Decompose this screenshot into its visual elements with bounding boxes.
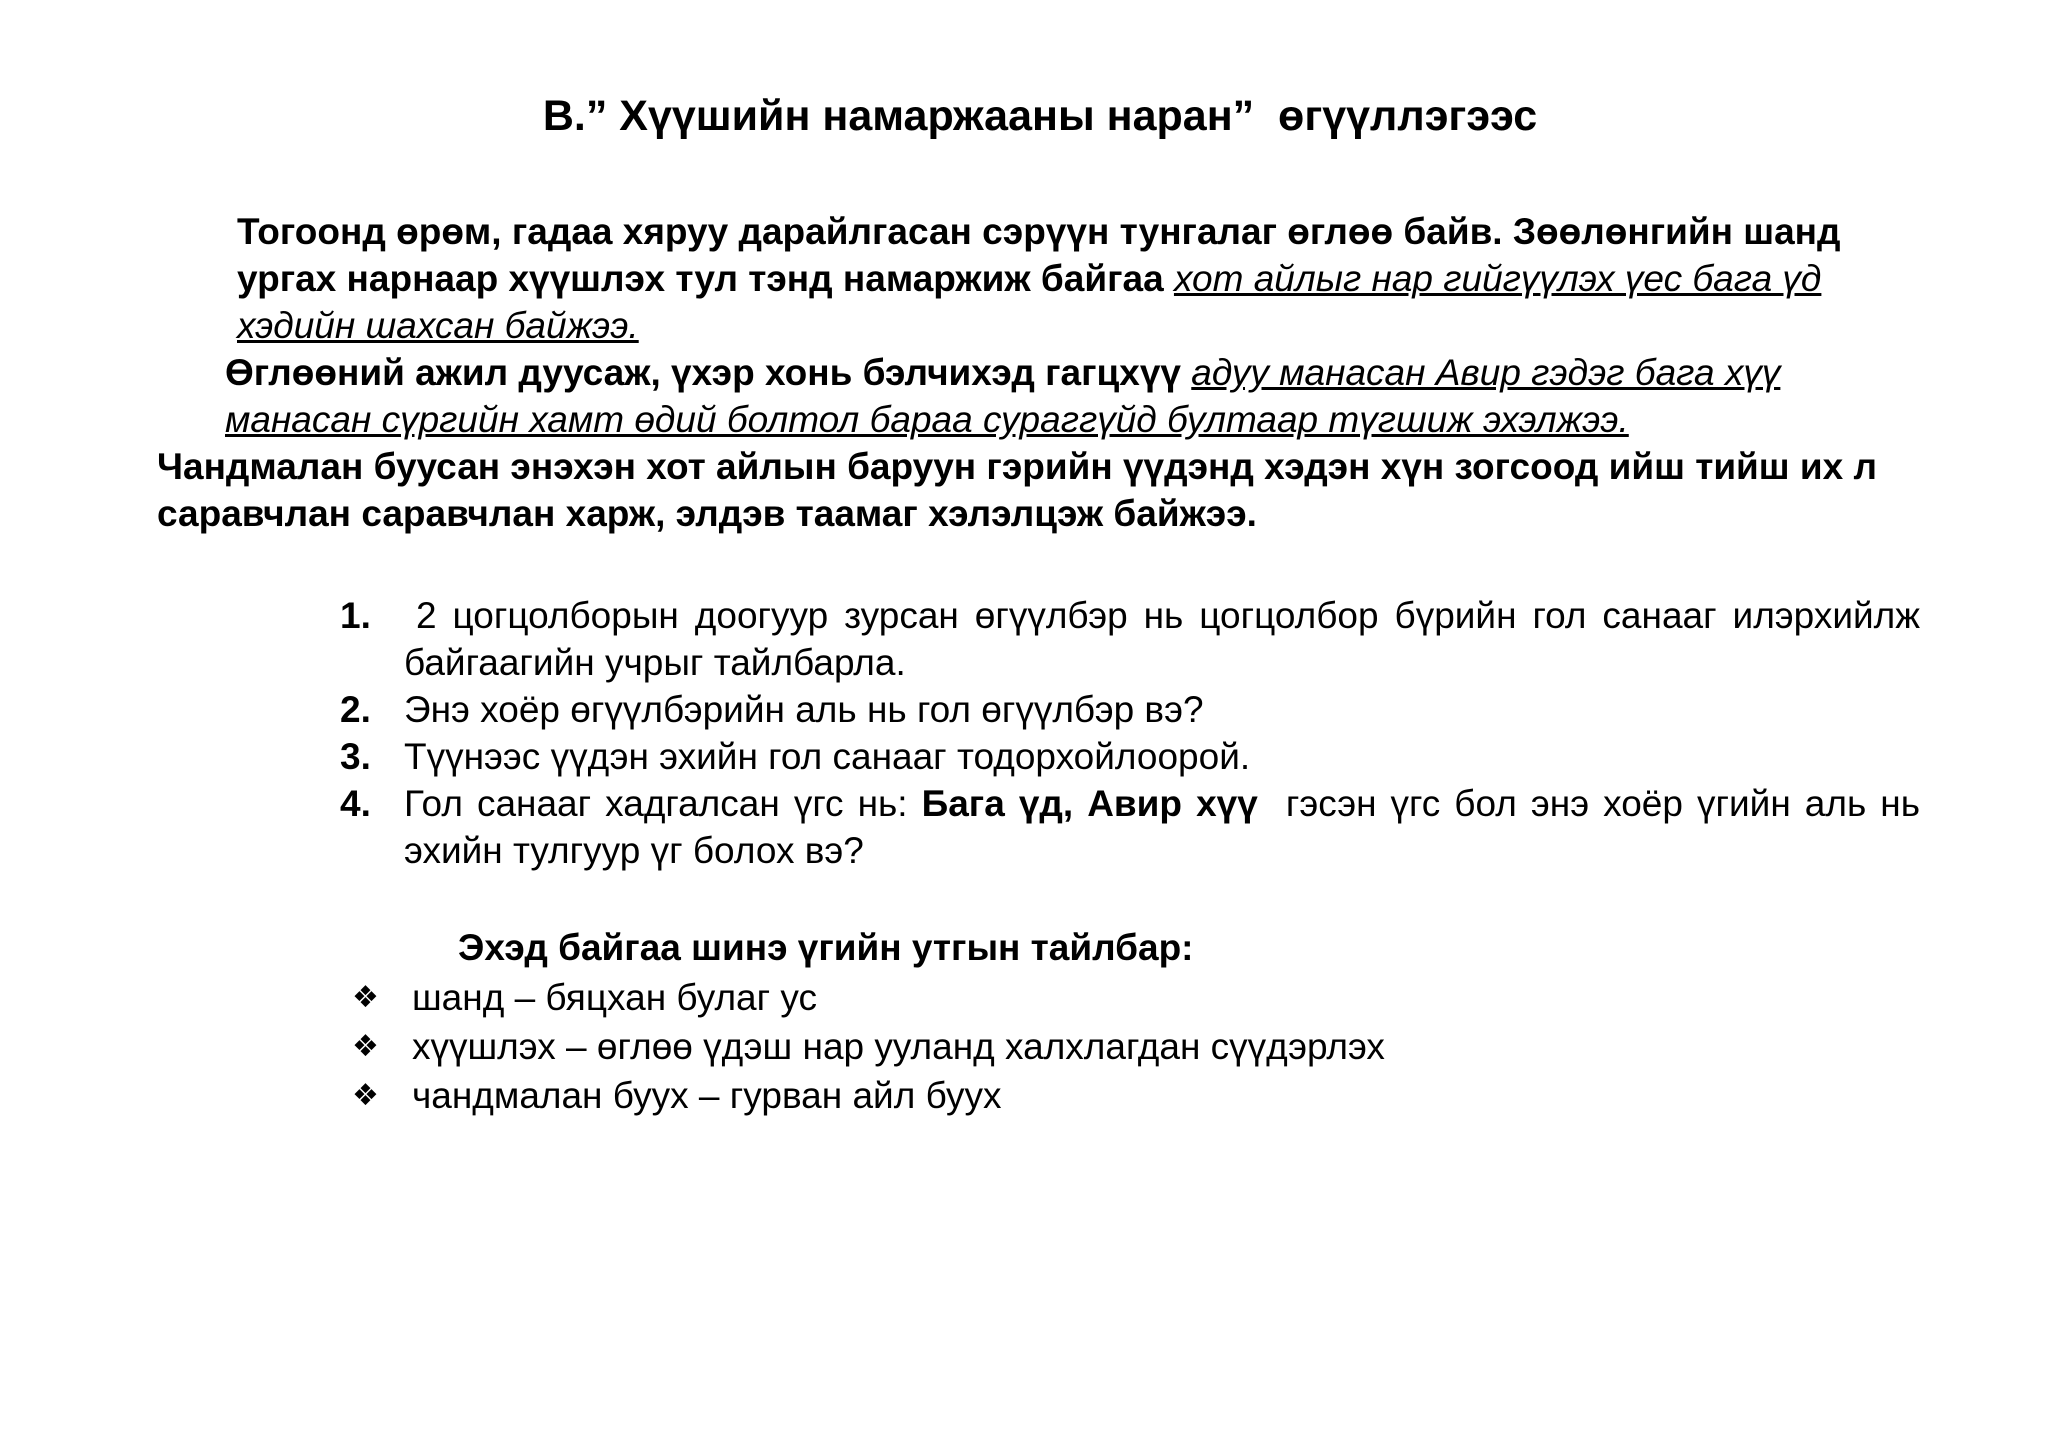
question-item xyxy=(340,780,1931,874)
diamond-bullet-icon: ❖ xyxy=(352,1030,379,1063)
passage-text: Чандмалан буусан энэхэн хот айлын баруун гэрийн үүдэнд хэдэн хүн зогсоод ийш тийш их л саравчлан саравчлан харж, элдэв таамаг хэлэлцэж байжээ. xyxy=(157,446,1878,534)
glossary-list xyxy=(352,973,1385,1120)
passage-paragraph-3 xyxy=(157,443,1917,537)
passage-paragraph-1 xyxy=(157,208,1917,349)
question-item xyxy=(340,733,1920,780)
glossary-title: Эхэд байгаа шинэ үгийн утгын тайлбар: xyxy=(458,927,1194,968)
glossary-item xyxy=(352,973,1385,1022)
question-item xyxy=(340,592,1920,686)
passage-text: Өглөөний ажил дуусаж, үхэр хонь бэлчихэд гагцхүү xyxy=(225,352,1192,393)
question-number: 4. xyxy=(340,783,371,824)
question-number: 3. xyxy=(340,736,371,777)
underlined-main-sentence: адуу манасан Авир гэдэг бага хүү манасан сүргийн хамт өдий болтол бараа сураггүйд бултаар түгшиж эхэлжээ. xyxy=(225,352,1781,440)
passage-text: Тогоонд өрөм, гадаа хяруу дарайлгасан сэрүүн тунгалаг өглөө байв. Зөөлөнгийн шанд ургах нарнаар хүүшлэх тул тэнд намаржиж байгаа xyxy=(237,211,1841,299)
diamond-bullet-icon: ❖ xyxy=(352,981,379,1014)
glossary-item xyxy=(352,1022,1385,1071)
question-item xyxy=(340,686,1920,733)
glossary-item xyxy=(352,1071,1385,1120)
question-keywords: Бага үд, Авир хүү xyxy=(921,783,1258,824)
question-text: Түүнээс үүдэн эхийн гол санааг тодорхойлоорой. xyxy=(404,736,1251,777)
question-text: гэсэн үгс бол энэ хоёр үгийн аль нь эхийн тулгуур үг болох вэ? xyxy=(404,783,1931,871)
story-passage xyxy=(157,208,1917,537)
question-list xyxy=(340,592,1931,874)
glossary-text: шанд – бяцхан булаг ус xyxy=(412,977,817,1018)
glossary-text: хүүшлэх – өглөө үдэш нар ууланд халхлагдан сүүдэрлэх xyxy=(412,1026,1385,1067)
question-text: Энэ хоёр өгүүлбэрийн аль нь гол өгүүлбэр вэ? xyxy=(404,689,1204,730)
question-text: 2 цогцолборын доогуур зурсан өгүүлбэр нь цогцолбор бүрийн гол санааг илэрхийлж байгаагийн учрыг тайлбарла. xyxy=(404,595,1920,683)
underlined-main-sentence: хот айлыг нар гийгүүлэх үес бага үд хэдийн шахсан байжээ. xyxy=(237,258,1822,346)
document-title: В.” Хүүшийн намаржааны наран” өгүүллэгээс xyxy=(542,92,1538,140)
passage-paragraph-2 xyxy=(157,349,1917,443)
question-text: Гол санааг хадгалсан үгс нь: xyxy=(404,783,922,824)
glossary-text: чандмалан буух – гурван айл буух xyxy=(412,1075,1002,1116)
question-number: 2. xyxy=(340,689,371,730)
diamond-bullet-icon: ❖ xyxy=(352,1079,379,1112)
question-number: 1. xyxy=(340,595,371,636)
